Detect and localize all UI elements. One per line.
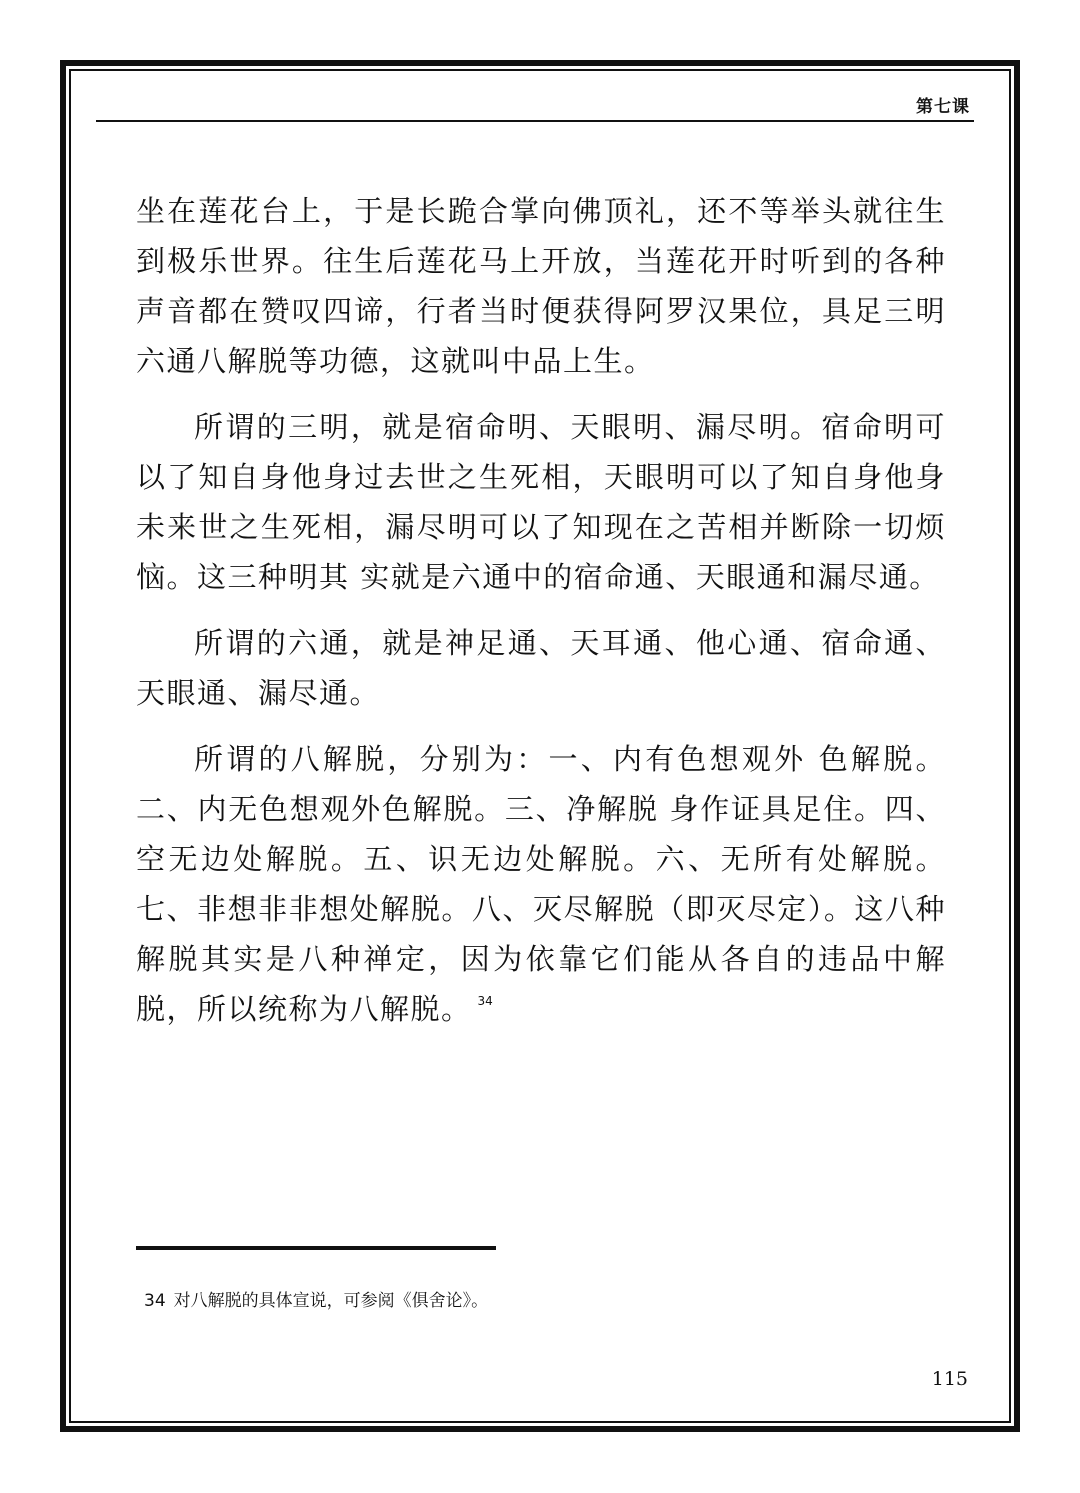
paragraph-1: 坐在莲花台上，于是长跪合掌向佛顶礼，还不等举头就往生到极乐世界。往生后莲花马上开放，当莲花开时听到的各种声音都在赞叹四谛，行者当时便获得阿罗汉果位，具足三明六通八解脱等功德，这就叫中品上生。 <box>136 194 946 378</box>
footnote-text: 对八解脱的具体宣说，可参阅《俱舍论》。 <box>173 1291 489 1311</box>
paragraph-4 <box>136 734 946 1034</box>
footnote-number: 34 <box>144 1291 166 1311</box>
footnote-reference[interactable]: 34 <box>477 994 493 1008</box>
footnote <box>144 1286 488 1311</box>
header-divider <box>96 120 974 122</box>
paragraph-3: 所谓的六通，就是神足通、天耳通、他心通、宿命通、天眼通、漏尽通。 <box>136 626 946 710</box>
paragraph-2: 所谓的三明，就是宿命明、天眼明、漏尽明。宿命明可以了知自身他身过去世之生死相，天眼明可以了知自身他身未来世之生死相，漏尽明可以了知现在之苦相并断除一切烦恼。这三种明其 实就是六通中的宿命通、天眼通和漏尽通。 <box>136 410 946 594</box>
main-text <box>136 186 946 1050</box>
running-header-title: 第七课 <box>916 97 970 117</box>
paragraph-4-text: 所谓的八解脱，分别为：一、内有色想观外 色解脱。二、内无色想观外色解脱。三、净解脱 身作证具足住。四、空无边处解脱。五、识无边处解脱。六、无所有处解脱。七、非想非非想处解脱。八、灭尽解脱（即灭尽定）。这八种解脱其实是八种禅定，因为依靠它们能从各自的违品中解脱，所以统称为八解脱。 <box>136 742 946 1026</box>
footnote-divider <box>136 1246 496 1250</box>
page-number: 115 <box>931 1368 968 1390</box>
